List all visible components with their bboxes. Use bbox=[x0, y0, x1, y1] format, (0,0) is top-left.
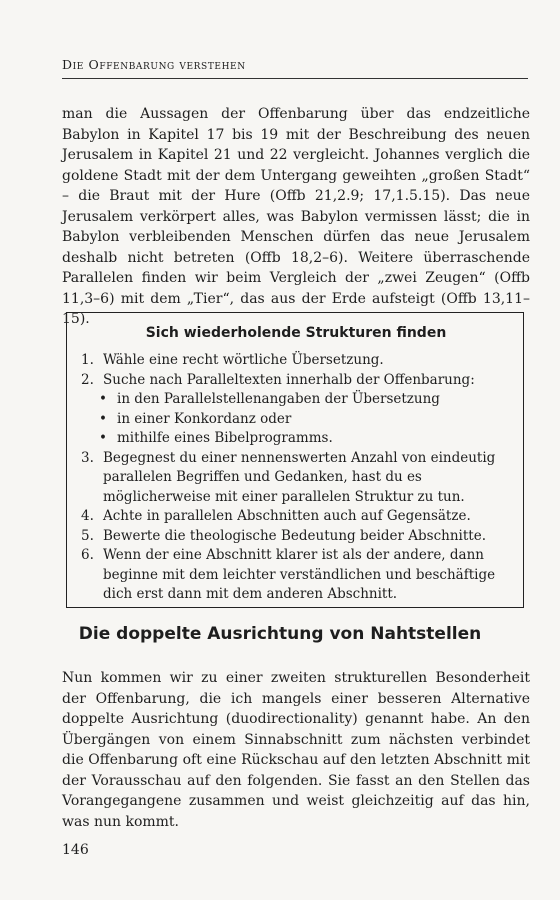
step-item bbox=[81, 371, 511, 449]
sub-bullet-text: in einer Konkordanz oder bbox=[117, 410, 292, 427]
sub-bullet-text: mithilfe eines Bibelprogramms. bbox=[117, 430, 333, 446]
sub-bullet-item bbox=[99, 429, 511, 449]
running-head: Die Offenbarung verstehen bbox=[62, 57, 246, 72]
info-box bbox=[66, 312, 524, 608]
step-item bbox=[81, 507, 511, 527]
step-text: Achte in parallelen Abschnitten auch auf Gegensätze. bbox=[103, 508, 471, 524]
step-number: 5. bbox=[81, 527, 94, 544]
body-paragraph-2: Nun kommen wir zu einer zweiten strukturellen Besonderheit der Offenbarung, die ich mangels einer besseren Alternative doppelte Ausrichtung (duodirectionality) genannt habe. An den Übergängen von einem Sinnabschnitt zum nächsten verbindet die Offenbarung oft eine Rückschau auf den letzten Abschnitt mit der Vorausschau auf den folgenden. Sie fasst an den Stellen das Vorangegangene zusammen und weist gleichzeitig auf das hin, was nun kommt. bbox=[62, 670, 530, 830]
step-text: Suche nach Paralleltexten innerhalb der Offenbarung: bbox=[103, 371, 475, 388]
step-item bbox=[81, 527, 511, 547]
step-number: 1. bbox=[81, 352, 94, 368]
bullet-icon: • bbox=[99, 410, 107, 427]
step-number: 2. bbox=[81, 371, 94, 388]
step-text: Wähle eine recht wörtliche Übersetzung. bbox=[103, 352, 384, 368]
sub-bullet-item bbox=[99, 410, 511, 430]
sub-bullet-item bbox=[99, 390, 511, 410]
step-item bbox=[81, 449, 511, 508]
step-text: Wenn der eine Abschnitt klarer ist als der andere, dann beginne mit dem leichter verständlichen und beschäftige dich erst dann mit dem anderen Abschnitt. bbox=[103, 547, 496, 602]
step-text: Begegnest du einer nennenswerten Anzahl von eindeutig parallelen Begriffen und Gedanken, hast du es möglicherweise mit einer parallelen Struktur zu tun. bbox=[103, 449, 496, 505]
step-item bbox=[81, 351, 511, 371]
bullet-icon: • bbox=[99, 391, 107, 407]
step-text: Bewerte die theologische Bedeutung beider Abschnitte. bbox=[103, 527, 486, 544]
info-box-title: Sich wiederholende Strukturen finden bbox=[145, 325, 447, 341]
sub-bullet-text: in den Parallelstellenangaben der Übersetzung bbox=[117, 391, 440, 407]
header-rule bbox=[62, 78, 528, 79]
section-heading: Die doppelte Ausrichtung von Nahtstellen bbox=[78, 624, 482, 644]
body-paragraph-1: man die Aussagen der Offenbarung über das endzeitliche Babylon in Kapitel 17 bis 19 mit der Beschreibung des neuen Jerusalem in Kapitel 21 und 22 vergleicht. Johannes verglich die goldene Stadt mit der dem Untergang geweihten „großen Stadt“ – die Braut mit der Hure (Offb 21,2.9; 17,1.5.15). Das neue Jerusalem verkörpert alles, was Babylon vermissen lässt; die in Babylon verbleibenden Menschen dürfen das neue Jerusalem deshalb nicht betreten (Offb 18,2–6). Weitere überraschende Parallelen finden wir beim Vergleich der „zwei Zeugen“ (Offb 11,3–6) mit dem „Tier“, das aus der Erde aufsteigt (Offb 13,11–15). bbox=[62, 106, 530, 327]
step-number: 4. bbox=[81, 508, 94, 524]
bullet-icon: • bbox=[99, 430, 107, 446]
step-number: 3. bbox=[81, 449, 94, 466]
page-number: 146 bbox=[62, 842, 89, 858]
step-number: 6. bbox=[81, 547, 94, 563]
steps-list bbox=[81, 351, 511, 605]
sub-bullet-list bbox=[81, 390, 511, 449]
step-item bbox=[81, 546, 511, 605]
